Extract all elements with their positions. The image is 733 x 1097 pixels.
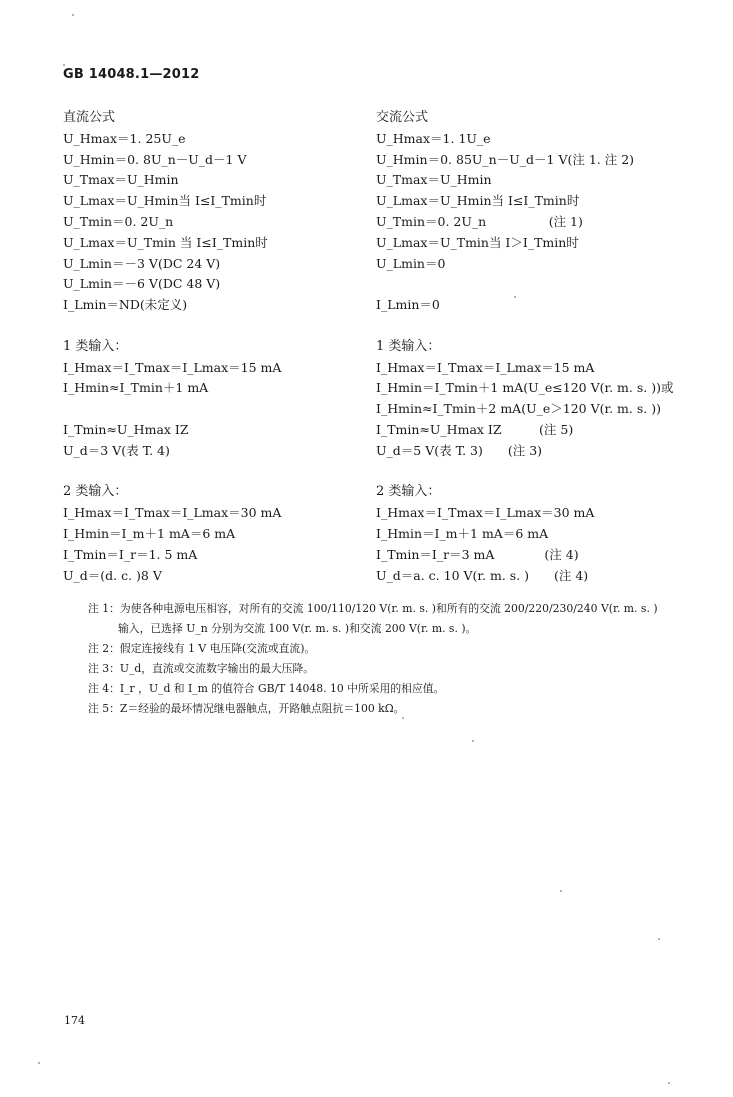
formula-line: I_Hmin＝I_m＋1 mA＝6 mA <box>63 525 236 541</box>
formula-line: U_Lmax＝U_Hmin当 I≤I_Tmin时 <box>63 193 267 209</box>
note-1-continuation: 输入，已选择 U_n 分别为交流 100 V(r. m. s. )和交流 200 V(r. m. s. )。 <box>118 622 477 635</box>
note-4: 注 4：I_r ，U_d 和 I_m 的值符合 GB/T 14048. 10 中所采用的相应值。 <box>88 682 445 695</box>
blank-line <box>376 462 706 483</box>
formula-line: U_Lmin＝－3 V(DC 24 V) <box>63 255 221 271</box>
scan-speck <box>560 890 562 892</box>
formula-line: U_Lmax＝U_Hmin当 I≤I_Tmin时 <box>376 193 580 209</box>
ac-formulas-column <box>376 108 706 586</box>
formula-line: U_Tmax＝U_Hmin <box>63 172 179 188</box>
scan-speck <box>668 1082 670 1084</box>
formula-line: U_Lmin＝－6 V(DC 48 V) <box>63 276 221 292</box>
formula-line: I_Hmax＝I_Tmax＝I_Lmax＝30 mA <box>63 505 282 521</box>
formula-line: I_Hmin＝I_Tmin＋1 mA(U_e≤120 V(r. m. s. ))或 <box>376 380 674 396</box>
standard-number: GB 14048.1—2012 <box>63 67 200 82</box>
formula-line: U_Tmin＝0. 2U_n (注 1) <box>376 213 583 229</box>
formula-line: U_Lmin＝0 <box>376 255 446 271</box>
formula-line: U_Hmin＝0. 8U_n－U_d－1 V <box>63 151 247 167</box>
notes-block <box>88 599 708 719</box>
note-2: 注 2：假定连接线有 1 V 电压降(交流或直流)。 <box>88 642 316 655</box>
blank-line <box>63 462 393 483</box>
formula-line: U_d＝(d. c. )8 V <box>63 567 162 583</box>
formula-line: U_Hmax＝1. 25U_e <box>63 130 186 146</box>
formula-line: I_Hmax＝I_Tmax＝I_Lmax＝30 mA <box>376 505 595 521</box>
note-1: 注 1：为使各种电源电压相容，对所有的交流 100/110/120 V(r. m. s. )和所有的交流 200/220/230/240 V(r. m. s. ) <box>88 602 658 615</box>
blank-line <box>63 316 393 337</box>
formula-line: U_Hmin＝0. 85U_n－U_d－1 V(注 1. 注 2) <box>376 151 635 167</box>
scan-speck <box>72 14 74 16</box>
dc-formulas-column <box>63 108 393 586</box>
blank-line <box>63 399 393 420</box>
note-3: 注 3：U_d，直流或交流数字输出的最大压降。 <box>88 662 315 675</box>
type2-heading: 2 类输入： <box>63 484 128 500</box>
formula-line: I_Hmin≈I_Tmin＋1 mA <box>63 380 209 396</box>
note-5: 注 5：Z＝经验的最坏情况继电器触点，开路触点阻抗＝100 kΩ。 <box>88 702 405 715</box>
scan-speck <box>402 717 404 719</box>
formula-line: U_Tmax＝U_Hmin <box>376 172 492 188</box>
type1-heading: 1 类输入： <box>63 338 128 354</box>
formula-line: I_Lmin＝ND(未定义) <box>63 297 188 313</box>
formula-line: I_Hmin＝I_m＋1 mA＝6 mA <box>376 525 549 541</box>
formula-line: I_Tmin≈U_Hmax IZ <box>63 421 189 437</box>
scan-speck <box>472 740 474 742</box>
formula-line: I_Tmin＝I_r＝1. 5 mA <box>63 546 198 562</box>
formula-line: I_Tmin＝I_r＝3 mA (注 4) <box>376 546 579 562</box>
scan-speck <box>63 64 65 66</box>
formula-line: I_Hmin≈I_Tmin＋2 mA(U_e＞120 V(r. m. s. )) <box>376 401 661 417</box>
formula-line: U_d＝3 V(表 T. 4) <box>63 442 170 458</box>
formula-line: U_Lmax＝U_Tmin 当 I≤I_Tmin时 <box>63 234 268 250</box>
formula-line: U_Tmin＝0. 2U_n <box>63 213 174 229</box>
formula-line: U_Hmax＝1. 1U_e <box>376 130 491 146</box>
scan-speck <box>514 296 516 298</box>
formula-line: U_d＝a. c. 10 V(r. m. s. ) (注 4) <box>376 567 589 583</box>
dc-heading: 直流公式 <box>63 110 116 125</box>
formula-line: I_Tmin≈U_Hmax IZ (注 5) <box>376 421 574 437</box>
formula-line: U_Lmax＝U_Tmin当 I＞I_Tmin时 <box>376 234 579 250</box>
blank-line <box>376 316 706 337</box>
formula-line: U_d＝5 V(表 T. 3) (注 3) <box>376 442 543 458</box>
type1-heading: 1 类输入： <box>376 338 441 354</box>
page-number: 174 <box>64 1014 85 1027</box>
blank-line <box>376 274 706 295</box>
ac-heading: 交流公式 <box>376 110 429 125</box>
scan-speck <box>658 938 660 940</box>
formula-line: I_Hmax＝I_Tmax＝I_Lmax＝15 mA <box>376 359 595 375</box>
formula-line: I_Hmax＝I_Tmax＝I_Lmax＝15 mA <box>63 359 282 375</box>
formula-line: I_Lmin＝0 <box>376 297 440 313</box>
type2-heading: 2 类输入： <box>376 484 441 500</box>
scan-speck <box>38 1062 40 1064</box>
